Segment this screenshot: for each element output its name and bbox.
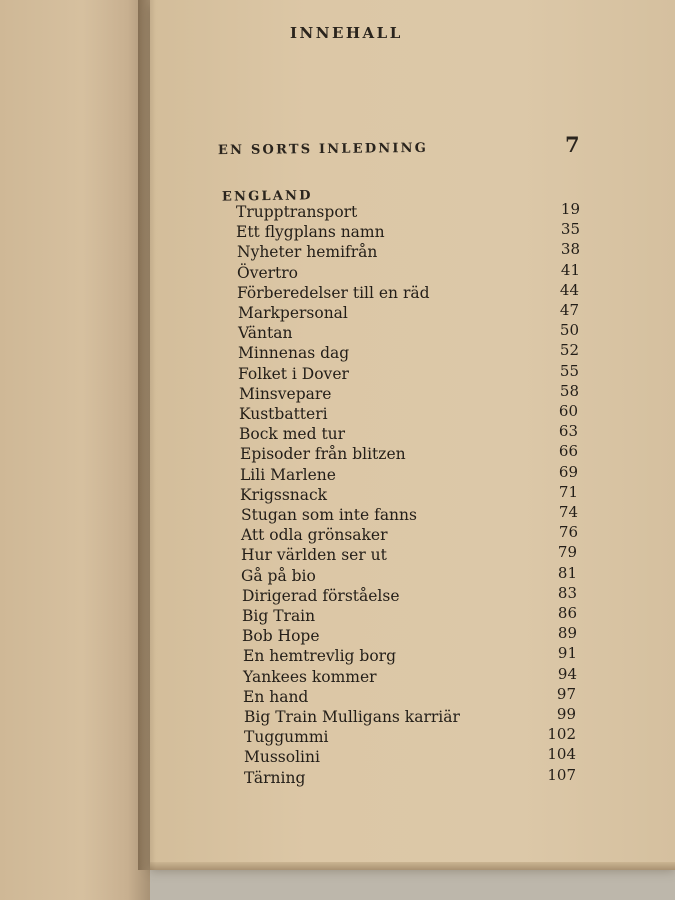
toc-entry-title: Folket i Dover bbox=[238, 364, 349, 383]
toc-entry-page-number: 94 bbox=[557, 664, 577, 683]
toc-entry-page-number: 76 bbox=[558, 523, 578, 542]
toc-entry-title: Trupptransport bbox=[236, 203, 358, 221]
toc-entry-title: Väntan bbox=[238, 324, 293, 343]
toc-entry-page-number: 83 bbox=[557, 583, 577, 602]
toc-entry-page-number: 44 bbox=[559, 280, 579, 299]
toc-entry-title: Stugan som inte fanns bbox=[241, 506, 417, 524]
toc-entry-page-number: 52 bbox=[559, 341, 579, 360]
toc-entry-title: Bock med tur bbox=[239, 425, 346, 444]
toc-entry-page-number: 81 bbox=[557, 563, 577, 582]
toc-entry-title: Episoder från blitzen bbox=[240, 445, 406, 464]
toc-entry-page-number: 71 bbox=[558, 482, 578, 501]
toc-entry-title: Gå på bio bbox=[241, 566, 316, 585]
toc-entry-title: Mussolini bbox=[244, 748, 320, 767]
toc-entry-page-number: 38 bbox=[560, 240, 580, 259]
toc-entry-title: Bob Hope bbox=[242, 627, 320, 646]
toc-entry-title: Nyheter hemifrån bbox=[237, 243, 378, 262]
toc-entry-page-number: 35 bbox=[560, 220, 580, 239]
toc-entry-page-number: 86 bbox=[557, 604, 577, 622]
toc-entry-title: Lili Marlene bbox=[240, 465, 336, 484]
toc-entry-title: Ett flygplans namn bbox=[236, 223, 385, 242]
section-title-england: ENGLAND bbox=[221, 188, 313, 205]
toc-entry-page-number: 79 bbox=[557, 543, 577, 562]
toc-entry-title: Minnenas dag bbox=[238, 344, 350, 363]
toc-entry-page-number: 60 bbox=[558, 402, 578, 420]
toc-entry-page-number: 63 bbox=[558, 422, 578, 441]
toc-entry-page-number: 74 bbox=[558, 503, 578, 521]
toc-entry-title: Yankees kommer bbox=[243, 667, 377, 686]
toc-entry-page-number: 58 bbox=[559, 381, 579, 400]
toc-entry-page-number: 89 bbox=[557, 624, 577, 643]
toc-entry-title: Minsvepare bbox=[239, 384, 332, 403]
toc-entry-title: Övertro bbox=[237, 263, 299, 282]
toc-entry-page-number: 102 bbox=[547, 725, 576, 744]
toc-entry-title: Tärning bbox=[244, 768, 306, 787]
toc-entry-page-number: 50 bbox=[559, 321, 579, 340]
toc-entry-page-number: 55 bbox=[559, 361, 579, 380]
toc-entry-page-number: 107 bbox=[547, 765, 576, 784]
contents-heading: INNEHALL bbox=[290, 24, 403, 42]
toc-entry-title: Kustbatteri bbox=[239, 405, 328, 423]
toc-entry-page-number: 47 bbox=[559, 301, 579, 319]
toc-entry-page-number: 104 bbox=[547, 745, 576, 764]
toc-entry-title: Förberedelser till en räd bbox=[237, 283, 430, 302]
toc-entry-title: Big Train bbox=[242, 607, 316, 625]
toc-entry-title: Big Train Mulligans karriär bbox=[244, 708, 460, 726]
toc-entry-page-number: 91 bbox=[557, 644, 577, 663]
toc-entry-page-number: 66 bbox=[558, 442, 578, 461]
toc-entry-page-number: 97 bbox=[556, 684, 576, 703]
toc-entry-title: Tuggummi bbox=[244, 728, 329, 747]
toc-entry-title: Markpersonal bbox=[238, 304, 348, 322]
toc-entry-title: En hand bbox=[243, 687, 309, 706]
toc-entry-title: En hemtrevlig borg bbox=[243, 647, 396, 666]
toc-entry-title: Att odla grönsaker bbox=[241, 526, 388, 545]
toc-entry-page-number: 99 bbox=[556, 705, 576, 723]
toc-entry-title: Krigssnack bbox=[240, 485, 328, 504]
toc-entry-page-number: 41 bbox=[560, 260, 580, 279]
intro-page-number: 7 bbox=[565, 132, 580, 157]
intro-title: EN SORTS INLEDNING bbox=[217, 140, 429, 159]
toc-entry-title: Hur världen ser ut bbox=[241, 546, 387, 565]
toc-entry-page-number: 19 bbox=[560, 200, 580, 218]
toc-entry-title: Dirigerad förståelse bbox=[242, 586, 400, 605]
toc-entry-page-number: 69 bbox=[558, 462, 578, 481]
